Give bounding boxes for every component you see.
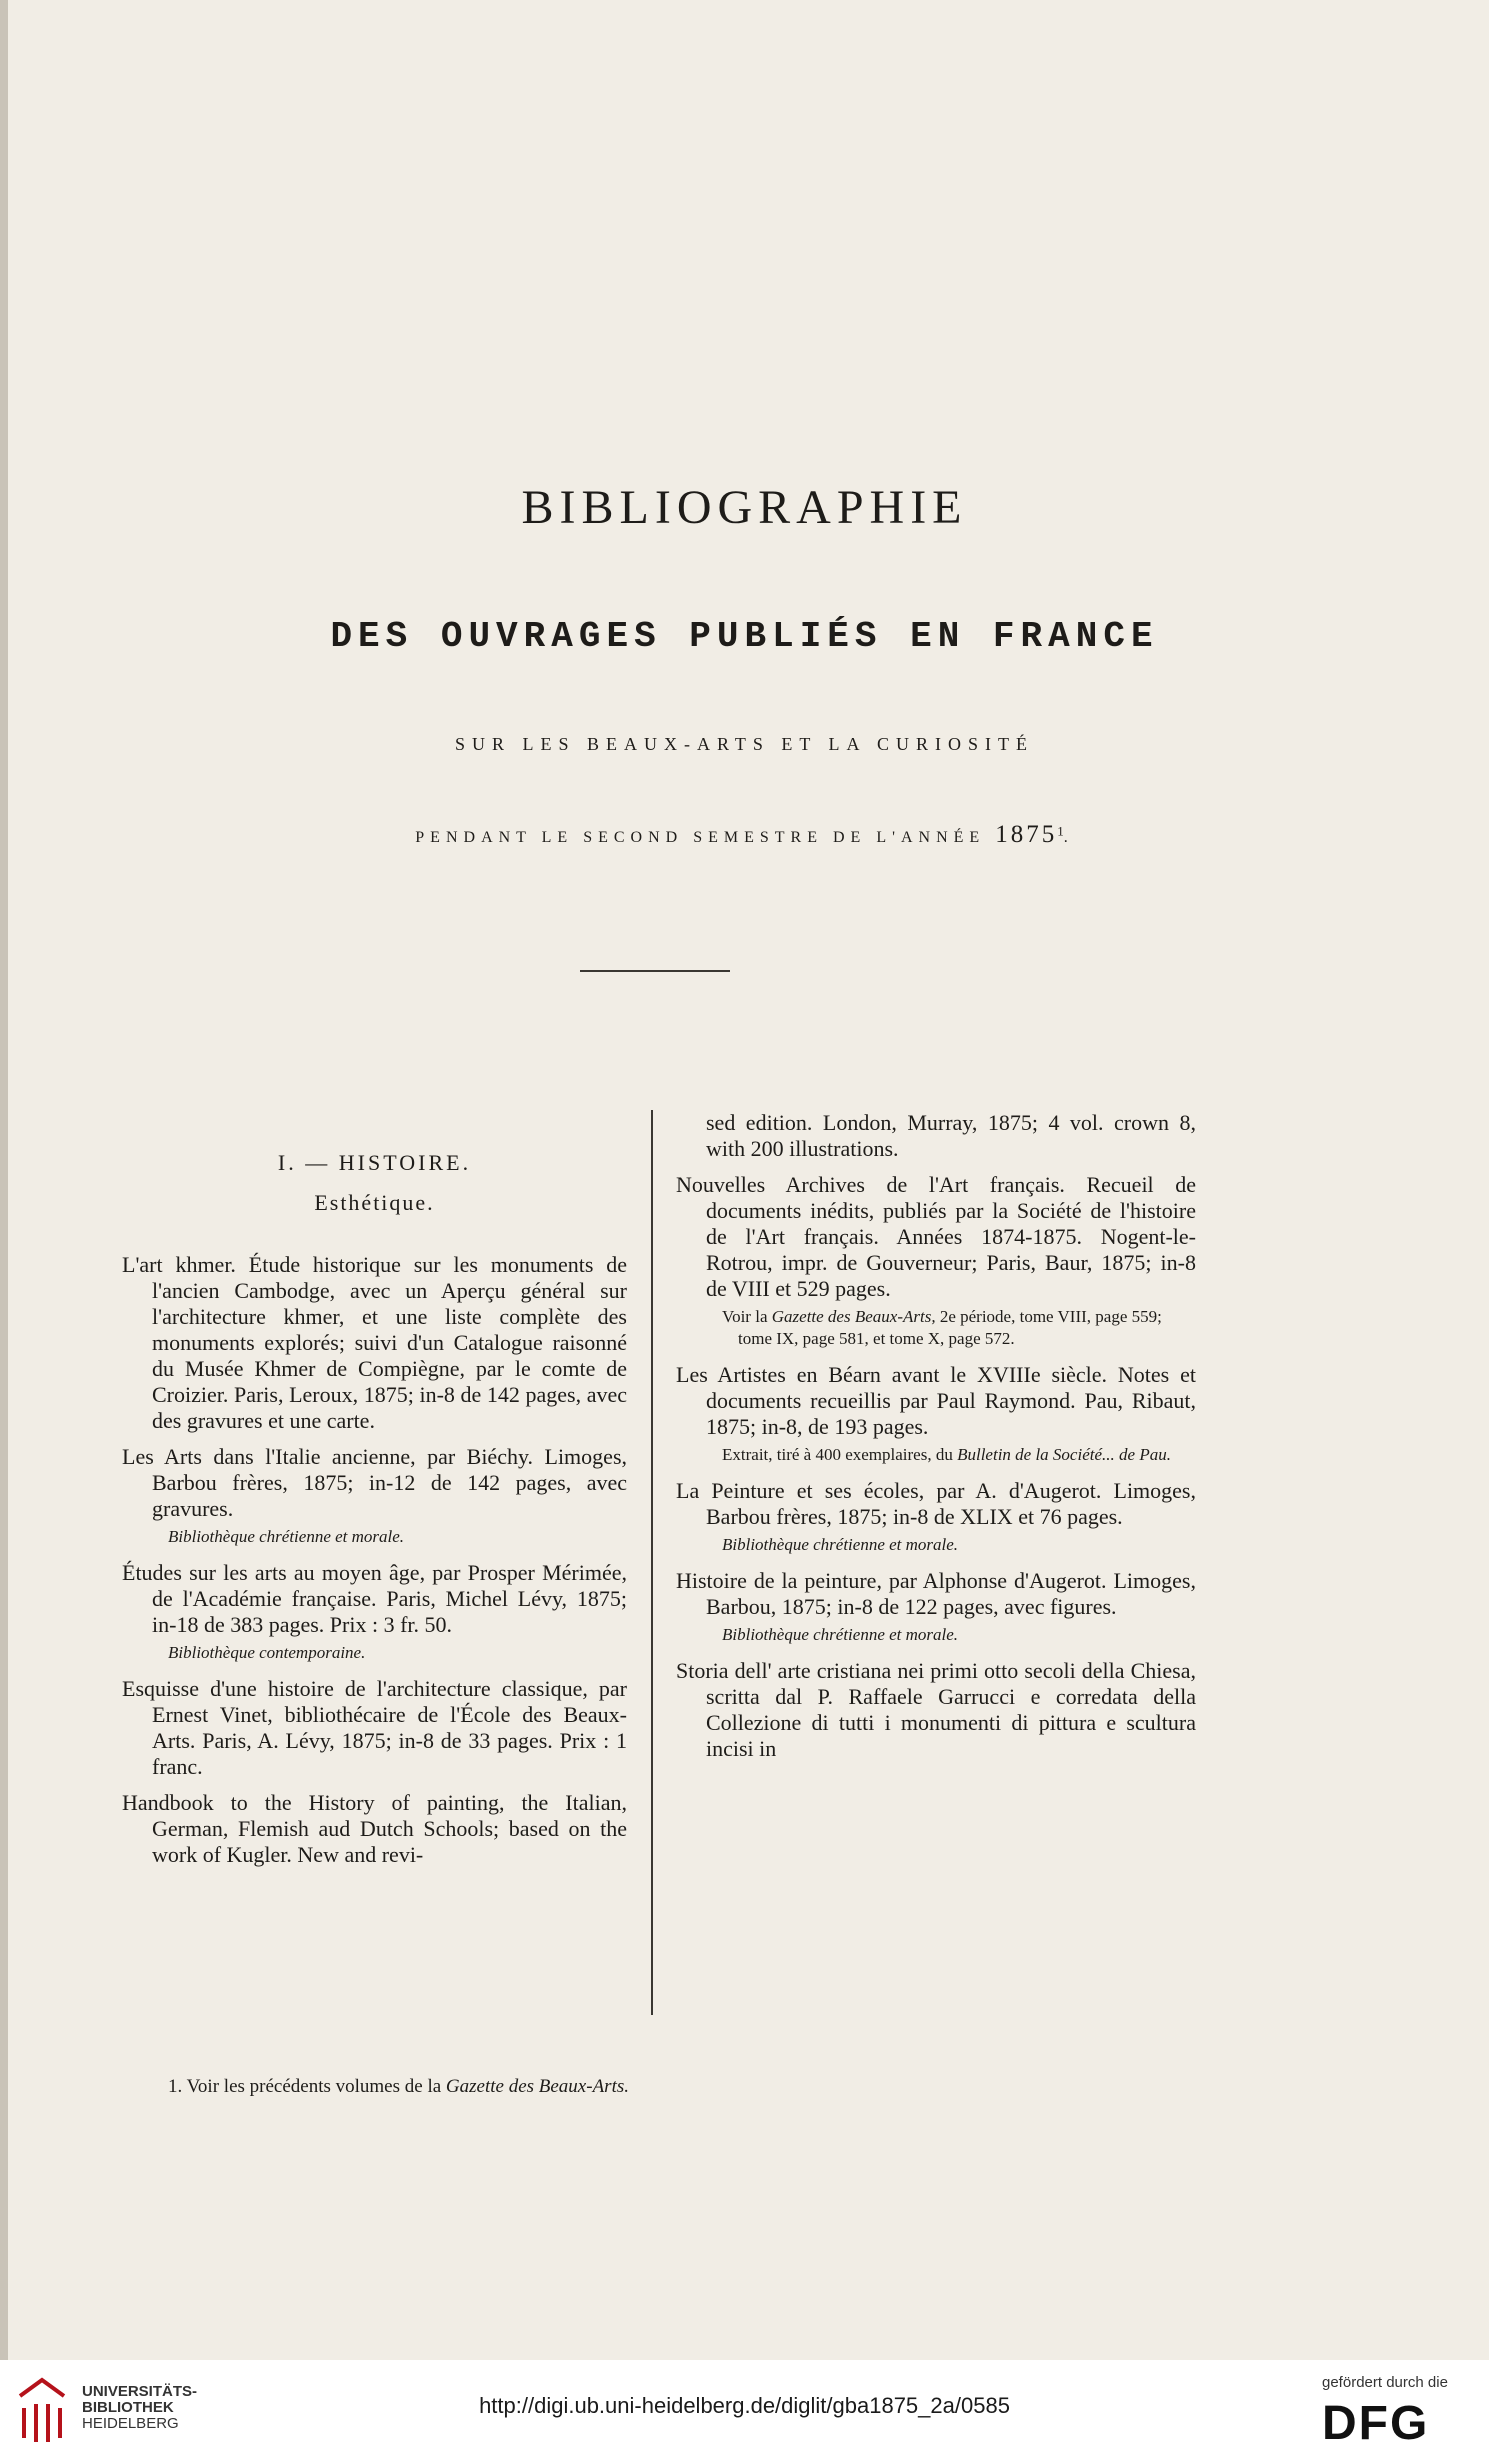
bibliography-entry: La Peinture et ses écoles, par A. d'Augerot. Limoges, Barbou frères, 1875; in-8 de XLIX et 76 pages.: [676, 1478, 1196, 1529]
bibliography-entry: Storia dell' arte cristiana nei primi otto secoli della Chiesa, scritta dal P. Raffaele Garrucci e corredata della Collezione di tutti i monumenti di pittura e scultura incisi in: [676, 1658, 1196, 1761]
page-subtitle-2: SUR LES BEAUX-ARTS ET LA CURIOSITÉ: [454, 734, 1035, 754]
uni-name-line-2: BIBLIOTHEK: [82, 2399, 174, 2416]
entry-note: Bibliothèque chrétienne et morale.: [722, 1625, 959, 1644]
page-subtitle: DES OUVRAGES PUBLIÉS EN FRANCE: [330, 616, 1159, 657]
left-column: [122, 1110, 627, 1878]
bibliography-entry: Handbook to the History of painting, the Italian, German, Flemish aud Dutch Schools; based on the work of Kugler. New and revi-: [122, 1790, 627, 1867]
bibliography-entry: Esquisse d'une histoire de l'architecture classique, par Ernest Vinet, bibliothécaire de l'École des Beaux-Arts. Paris, A. Lévy, 1875; in-8 de 33 pages. Prix : 1 franc.: [122, 1676, 627, 1779]
bibliography-entry-continuation: sed edition. London, Murray, 1875; 4 vol. crown 8, with 200 illustrations.: [706, 1110, 1196, 1161]
permalink-url[interactable]: http://digi.ub.uni-heidelberg.de/diglit/gba1875_2a/0585: [479, 2393, 1010, 2418]
entry-note: [722, 1306, 1196, 1350]
uni-name-line-1: UNIVERSITÄTS-: [82, 2383, 198, 2400]
note-text: 2e période, tome VIII, page 559; tome IX, page 581, et tome X, page 572.: [738, 1307, 1162, 1348]
title-divider: [580, 970, 730, 972]
subtitle-year: 1875: [995, 821, 1058, 848]
footnote-journal: Gazette des Beaux-Arts.: [445, 2076, 629, 2097]
footnote-text: 1. Voir les précédents volumes de la: [168, 2076, 442, 2097]
entry-note: [722, 1444, 1196, 1466]
section-title: I. — HISTOIRE.: [277, 1150, 472, 1175]
page-subtitle-3: PENDANT LE SECOND SEMESTRE DE L'ANNÉE 1875$^1$.: [415, 821, 1074, 848]
sponsor-text: gefördert durch die: [1322, 2374, 1448, 2391]
uni-name-line-3: HEIDELBERG: [82, 2415, 179, 2432]
bibliography-entry: Les Artistes en Béarn avant le XVIIIe siècle. Notes et documents recueillis par Paul Raymond. Pau, Ribaut, 1875; in-8, de 193 pages.: [676, 1362, 1196, 1439]
note-text: Extrait, tiré à 400 exemplaires, du: [722, 1445, 953, 1464]
bibliography-entry: Les Arts dans l'Italie ancienne, par Biéchy. Limoges, Barbou frères, 1875; in-12 de 142 pages, avec gravures.: [122, 1444, 627, 1521]
viewer-footer: [0, 2360, 1489, 2459]
note-text: Voir la: [722, 1307, 768, 1326]
footnote: [168, 2076, 1368, 2098]
bibliography-entry: Études sur les arts au moyen âge, par Prosper Mérimée, de l'Académie française. Paris, Michel Lévy, 1875; in-18 de 383 pages. Prix : 3 fr. 50.: [122, 1560, 627, 1637]
note-journal: Bulletin de la Société... de Pau.: [957, 1445, 1171, 1464]
dfg-logo: DFG: [1322, 2397, 1430, 2450]
footnote-marker: 1: [1057, 823, 1064, 839]
entry-note: Bibliothèque chrétienne et morale.: [168, 1527, 405, 1546]
subtitle-3-text: PENDANT LE SECOND SEMESTRE DE L'ANNÉE: [415, 829, 986, 846]
bibliography-entry: Nouvelles Archives de l'Art français. Recueil de documents inédits, publiés par la Société de l'histoire de l'Art français. Années 1874-1875. Nogent-le-Rotrou, impr. de Gouverneur; Paris, Baur, 1875; in-8 de VIII et 529 pages.: [676, 1172, 1196, 1301]
bibliography-entry: L'art khmer. Étude historique sur les monuments de l'ancien Cambodge, avec un Aperçu général sur l'architecture khmer, et une liste complète des monuments explorés; suivi d'un Catalogue raisonné du Musée Khmer de Compiègne, par le comte de Croizier. Paris, Leroux, 1875; in-8 de 142 pages, avec des gravures et une carte.: [122, 1252, 627, 1433]
entry-note: Bibliothèque contemporaine.: [168, 1643, 366, 1662]
column-divider: [651, 1110, 653, 2015]
scan-edge: [0, 0, 8, 2360]
subsection-title: Esthétique.: [314, 1190, 435, 1215]
entry-note: Bibliothèque chrétienne et morale.: [722, 1535, 959, 1554]
right-column: [676, 1110, 1196, 1772]
page-title: BIBLIOGRAPHIE: [521, 481, 968, 534]
note-journal: Gazette des Beaux-Arts,: [771, 1307, 936, 1326]
bibliography-entry: Histoire de la peinture, par Alphonse d'Augerot. Limoges, Barbou, 1875; in-8 de 122 pages, avec figures.: [676, 1568, 1196, 1619]
